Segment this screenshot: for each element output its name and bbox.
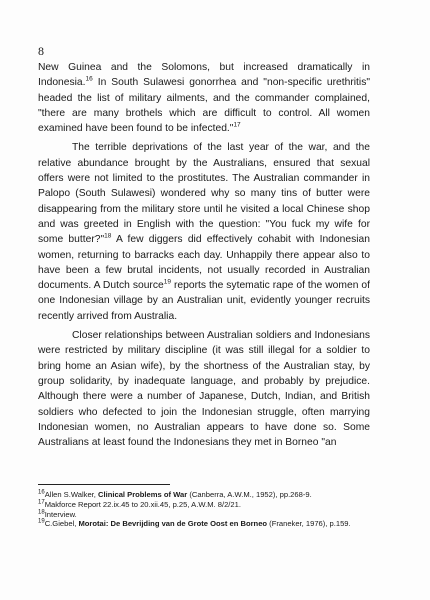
footnote: [38, 519, 370, 529]
text-run: New Guinea and the Solomons, but increased dramatically in Indonesia.: [38, 62, 370, 89]
footnote-number: 16: [38, 489, 45, 496]
footnotes: [38, 490, 370, 529]
footnote-number: 17: [38, 499, 45, 506]
body-text: [38, 60, 370, 450]
footnote-title: Clinical Problems of War: [98, 490, 188, 499]
footnote-number: 19: [38, 518, 45, 525]
footnote-text: Interview.: [44, 509, 77, 519]
footnote-text: (Franeker, 1976), p.159.: [267, 519, 351, 529]
footnote-number: 18: [38, 509, 45, 516]
paragraph: [38, 328, 370, 450]
footnote: [38, 490, 370, 500]
text-run: A few diggers did effectively cohabit with Indonesian women, returning to barracks each day. Unhappily there appear also to have been a few brutal incidents, not usually recorded in Australian documents. A Dutch source: [38, 234, 370, 292]
footnote-text: (Canberra, A.W.M., 1952), pp.268-9.: [187, 490, 312, 499]
footnote-text: Allen S.Walker,: [44, 490, 99, 499]
footnote-reference: 17: [233, 121, 241, 129]
paragraph: [38, 60, 370, 136]
footnote-text: Makforce Report 22.ix.45 to 20.xii.45, p.25, A.W.M. 8/2/21.: [44, 499, 241, 509]
text-run: The terrible deprivations of the last year of the war, and the relative abundance brought by the Australians, ensured that sexual offers were not limited to the prostitutes. The Australian commander in Palopo (South Sulawesi) wondered why so many tins of butter were disappearing from the military store until he visited a local Chinese shop and was greeted in English with the question: "You fuck my wife for some butter?": [38, 142, 370, 246]
paragraph: [38, 140, 370, 324]
footnote-reference: 19: [163, 278, 171, 286]
footnote-title: Morotai: De Bevrijding van de Grote Oost en Borneo: [78, 519, 268, 529]
footnote: [38, 510, 370, 520]
footnote-text: C.Giebel,: [44, 519, 79, 529]
footnote-divider: [38, 484, 170, 485]
text-run: Closer relationships between Australian soldiers and Indonesians were restricted by military discipline (it was still illegal for a soldier to bring home an Asian wife), by the shortness of the Australian stay, by group solidarity, by inadequate language, and probably by prejudice. Although there were a number of Japanese, Dutch, Indian, and British soldiers who defected to join the Indonesian struggle, often marrying Indonesian women, no Australian appears to have done so. Some Australians at least found the Indonesians they met in Borneo "an: [38, 330, 370, 449]
footnote: [38, 500, 370, 510]
page-number: 8: [38, 44, 44, 58]
text-run: In South Sulawesi gonorrhea and "non-specific urethritis" headed the list of military ailments, and the commander complained, "there are many brothels which are difficult to control. All women examined have been found to be infected.": [38, 77, 370, 135]
footnote-reference: 18: [104, 232, 112, 240]
footnote-reference: 16: [85, 75, 93, 83]
text-run: reports the sytematic rape of the women of one Indonesian village by an Australian unit, evidently younger recruits recently arrived from Australia.: [38, 280, 370, 322]
